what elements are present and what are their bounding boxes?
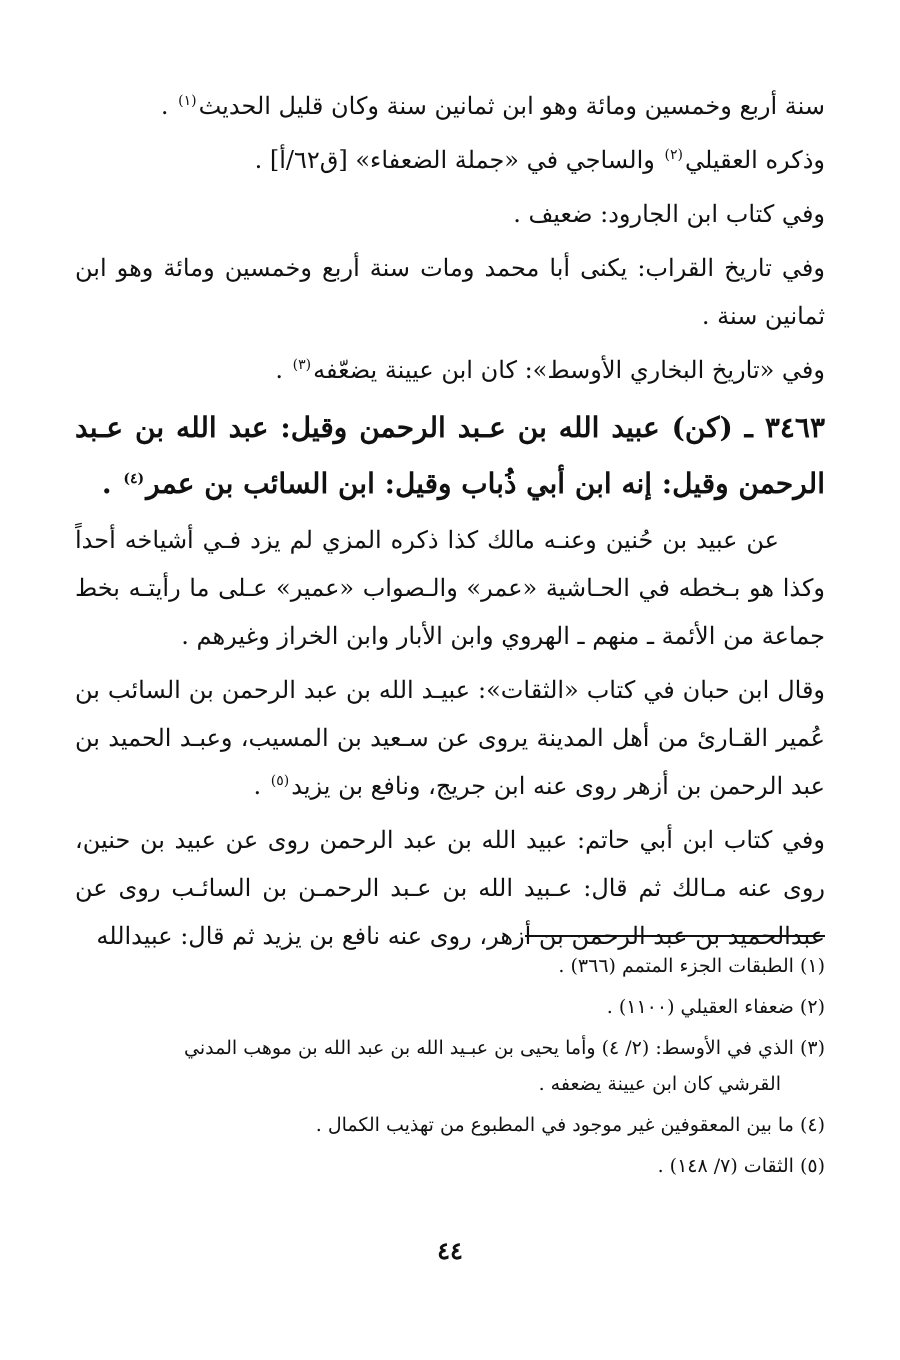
page-number: ٤٤ (437, 1236, 463, 1265)
footnote-ref-2: (٢) (664, 147, 683, 163)
entry-heading (75, 400, 825, 512)
footnote-ref-4: (٤) (123, 470, 145, 487)
paragraph-1-text: سنة أربع وخمسين ومائة وهو ابن ثمانين سنة وكان قليل الحديث (198, 92, 825, 120)
footnote-ref-3: (٣) (292, 357, 312, 373)
footnote-3-text: (٣) الذي في الأوسط: (٢/ ٤) وأما يحيى بن عبـيد الله بن عبد الله بن موهب المدني (184, 1037, 825, 1059)
paragraph-2 (75, 136, 825, 184)
entry-heading-end: . (101, 467, 122, 500)
footnote-1-text: (١) الطبقات الجزء المتمم (٣٦٦) . (558, 955, 825, 977)
paragraph-2-text-b: والساجي في «جملة الضعفاء» [ق٦٢/أ] . (254, 146, 663, 174)
footnote-separator (525, 935, 825, 937)
paragraph-3: وفي كتاب ابن الجارود: ضعيف . (513, 200, 825, 228)
paragraph-4: وفي تاريخ القراب: يكنى أبا محمد ومات سنة أربع وخمسين ومائة وهو ابن ثمانين سنة . (75, 254, 825, 330)
paragraph-5-text: وفي «تاريخ البخاري الأوسط»: كان ابن عيينة يضعّفه (313, 356, 825, 384)
footnotes (75, 948, 825, 1189)
footnote-5 (75, 1148, 825, 1184)
paragraph-6: عن عبيد بن حُنين وعنـه مالك كذا ذكره المزي لم يزد فـي أشياخه أحداً وكذا هو بـخطه في الحـاشية «عمر» والـصواب «عمير» عـلى ما رأيتـه بخط جماعة من الأئمة ـ منهم ـ الهروي وابن الأبار وابن الخراز وغيرهم . (75, 526, 825, 650)
footnote-3-continuation: القرشي كان ابن عيينة يضعفه . (538, 1073, 781, 1095)
paragraph-5-end: . (275, 356, 291, 384)
paragraph-2-text-a: وذكره العقيلي (684, 146, 825, 174)
footnote-3 (75, 1030, 825, 1102)
paragraph-7-text: وقال ابن حبان في كتاب «الثقات»: عبيـد الله بن عبد الرحمن بن السائب بن عُمير القـارئ من أهل المدينة يروى عن سـعيد بن المسيب، وعبـد الحميد بن عبد الرحمن بن أزهر روى عنه ابن جريج، ونافع بن يزيد (75, 676, 826, 800)
footnote-ref-1: (١) (178, 93, 197, 109)
paragraph-5 (75, 346, 825, 394)
paragraph-1 (75, 82, 825, 130)
footnote-2 (75, 989, 825, 1025)
paragraph-1-end: . (160, 92, 177, 120)
footnote-4 (75, 1107, 825, 1143)
main-text (75, 82, 825, 966)
paragraph-8: وفي كتاب ابن أبي حاتم: عبيد الله بن عبد الرحمن روى عن عبيد بن حنين، روى عنه مـالك ثم قال: عـبيد الله بن عـبد الرحمـن بن السائـب روى عن عبدالحميد بن عبد الرحمن بن أزهر، روى عنه نافع بن يزيد ثم قال: عبيدالله (75, 826, 825, 950)
footnote-1 (75, 948, 825, 984)
footnote-2-text: (٢) ضعفاء العقيلي (١١٠٠) . (606, 996, 825, 1018)
footnote-ref-5: (٥) (270, 773, 290, 789)
paragraph-7-end: . (253, 772, 269, 800)
footnote-4-text: (٤) ما بين المعقوفين غير موجود في المطبوع من تهذيب الكمال . (315, 1114, 825, 1136)
footnote-5-text: (٥) الثقات (٧/ ١٤٨) . (657, 1155, 825, 1177)
entry-heading-text: ٣٤٦٣ ـ (كن) عبيد الله بن عـبد الرحمن وقيل: عبد الله بن عـبد الرحمن وقيل: إنه ابن أبي ذُباب وقيل: ابن السائب بن عمر (75, 411, 825, 500)
paragraph-7 (75, 666, 825, 810)
